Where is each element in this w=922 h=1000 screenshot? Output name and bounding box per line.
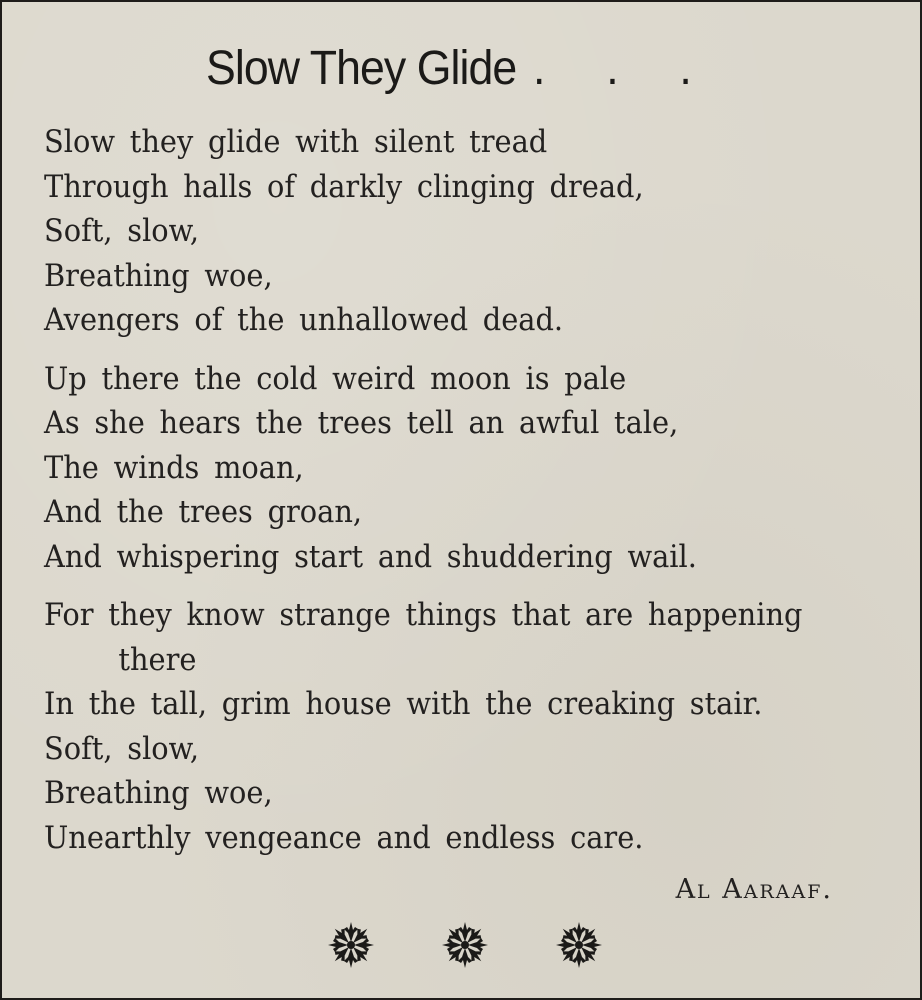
poem-line: Up there the cold weird moon is pale — [44, 360, 627, 397]
poem-line: Slow they glide with silent tread — [44, 124, 548, 160]
stanza-1 — [44, 120, 904, 343]
snowflake-ornament-icon — [552, 918, 606, 972]
poem-line: Breathing woe, — [44, 257, 273, 294]
poem-line: Through halls of darkly clinging dread, — [44, 168, 644, 205]
snowflake-ornament-icon — [324, 918, 378, 972]
poem-line: And the trees groan, — [44, 494, 363, 530]
snowflake-ornament-icon — [438, 918, 492, 972]
stanza-3 — [44, 593, 904, 860]
stanza-2 — [44, 357, 904, 580]
poem-line: Unearthly vengeance and endless care. — [44, 819, 644, 856]
poem-page — [2, 2, 920, 998]
poem-line: The winds moan, — [44, 449, 304, 486]
poem-line: For they know strange things that are happening — [44, 597, 803, 633]
poem-title-ellipsis: . . . — [533, 42, 716, 95]
poem-line: And whispering start and shuddering wail. — [44, 538, 697, 575]
ornament-row — [2, 918, 920, 972]
poem-title — [34, 34, 888, 104]
poem-line: Soft, slow, — [44, 213, 200, 249]
poem-title-text: Slow They Glide — [206, 42, 517, 95]
poem-line: Breathing woe, — [44, 775, 273, 811]
poem-line: In the tall, grim house with the creaking stair. — [44, 686, 763, 722]
poem-line-continuation: there — [118, 641, 197, 678]
poem-line: Avengers of the unhallowed dead. — [44, 302, 564, 338]
author-signature: Al Aaraaf. — [675, 874, 833, 905]
poem-line: As she hears the trees tell an awful tale, — [44, 405, 679, 441]
poem-body — [44, 120, 904, 874]
poem-line: Soft, slow, — [44, 730, 200, 767]
